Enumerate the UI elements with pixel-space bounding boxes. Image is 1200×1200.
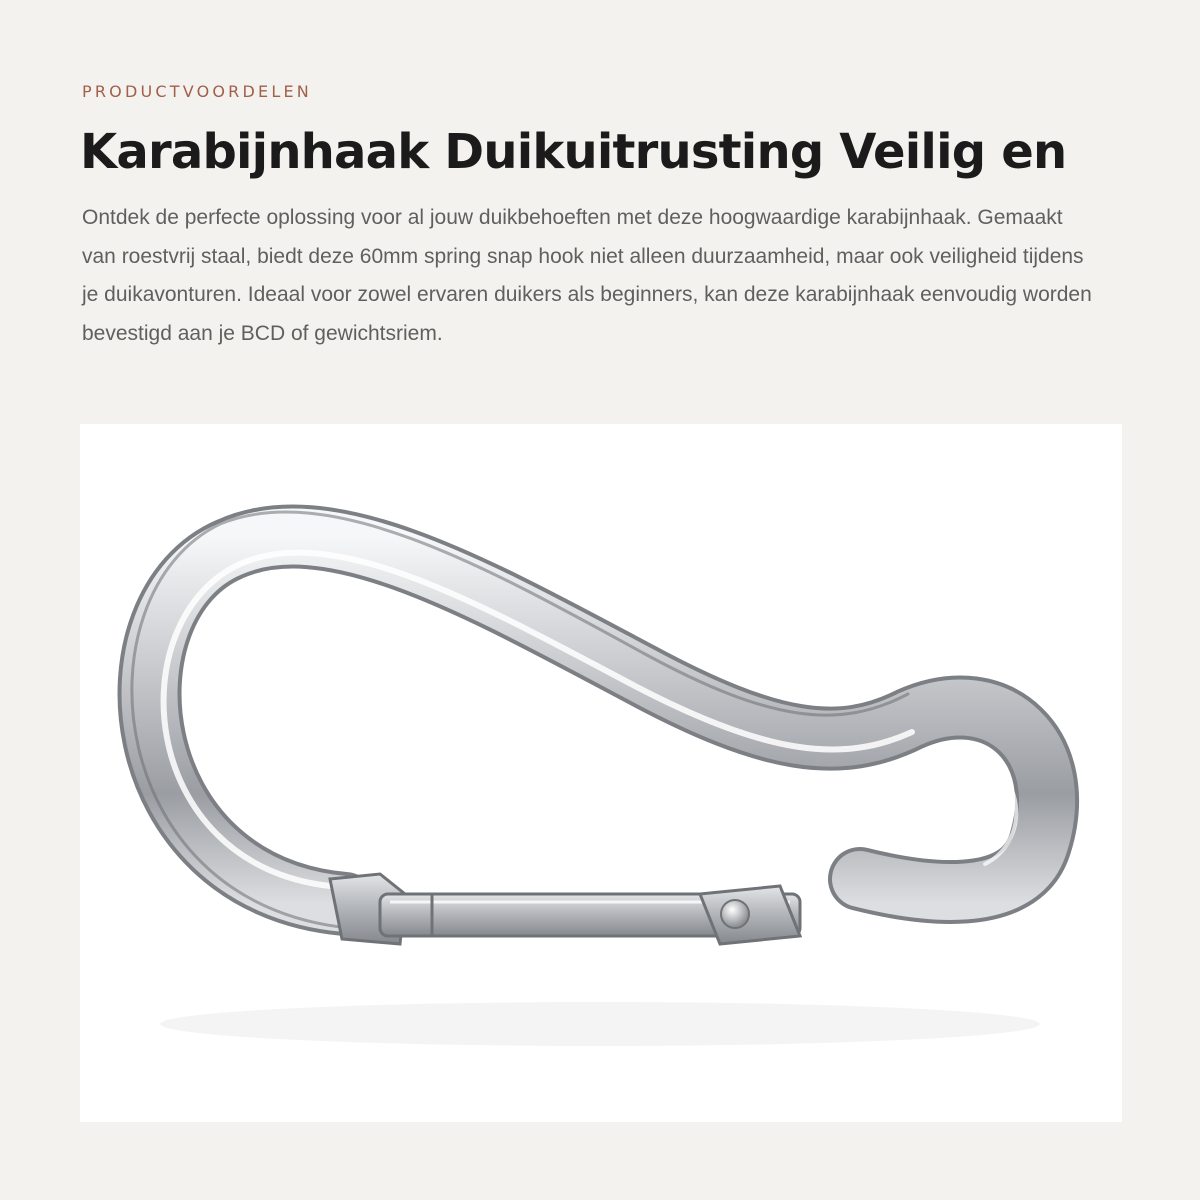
carabiner-body [150,537,1048,904]
product-description: Ontdek de perfecte oplossing voor al jouw duikbehoeften met deze hoogwaardige karabijnhaak. Gemaakt van roestvrij staal, biedt deze 60mm spring snap hook niet alleen duurzaamheid, maar ook veiligheid tijdens je duikavonturen. Ideaal voor zowel ervaren duikers als beginners, kan deze karabijnhaak eenvoudig worden bevestigd aan je BCD of gewichtsriem. [82,206,1092,345]
shadow [160,1002,1040,1046]
hinge-rivet [721,900,749,928]
carabiner-illustration [80,424,1122,1122]
product-image [80,424,1122,1122]
gate-hinge [700,886,800,944]
product-title: Karabijnhaak Duikuitrusting Veilig en [80,124,1067,180]
section-eyebrow: PRODUCTVOORDELEN [82,82,312,101]
